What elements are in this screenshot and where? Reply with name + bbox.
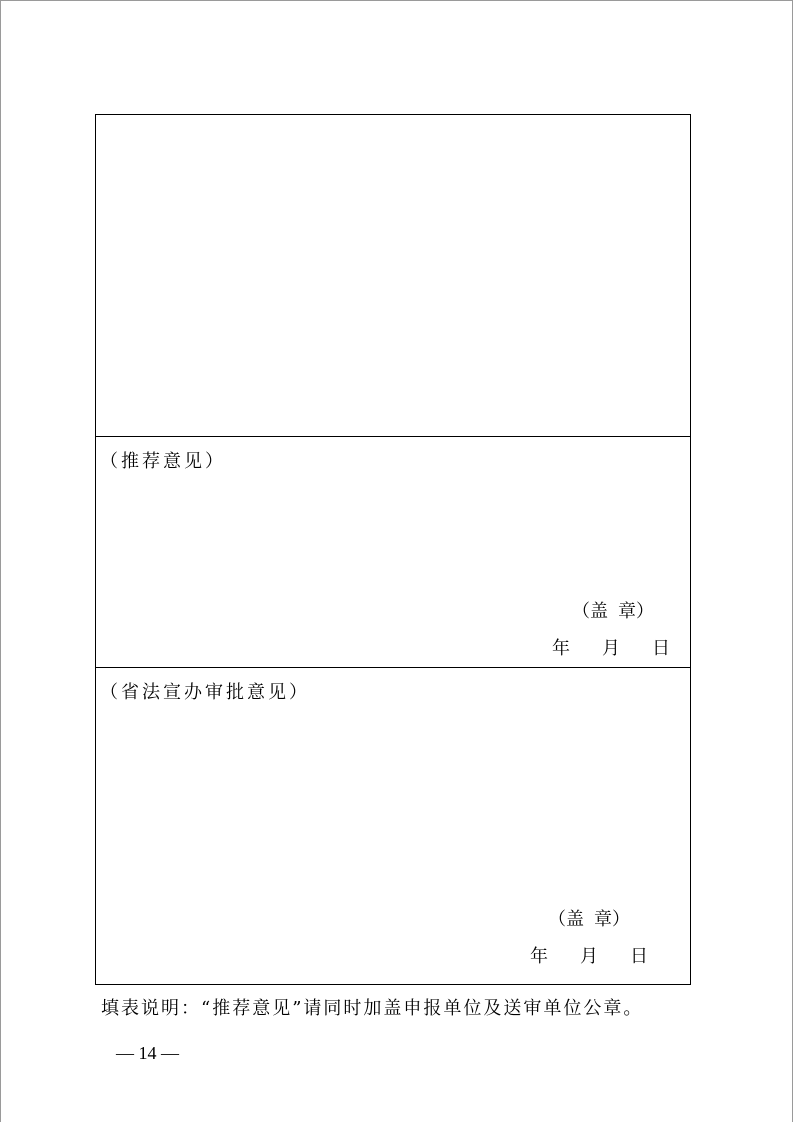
recommendation-cell[interactable] xyxy=(96,437,690,668)
approval-heading: （省法宣办审批意见） xyxy=(100,682,310,703)
approval-seal-label: （盖 章） xyxy=(548,909,630,930)
approval-cell[interactable] xyxy=(96,668,690,984)
form-instructions-note: 填表说明：“推荐意见”请同时加盖申报单位及送审单位公章。 xyxy=(101,998,644,1019)
recommendation-date-line: 年 月 日 xyxy=(552,638,670,659)
recommendation-heading: （推荐意见） xyxy=(100,451,226,472)
page-border-left xyxy=(0,0,1,1122)
approval-date-line: 年 月 日 xyxy=(530,946,648,967)
form-table xyxy=(95,114,691,985)
recommendation-seal-label: （盖 章） xyxy=(572,601,654,622)
page-number: — 14 — xyxy=(116,1043,179,1063)
blank-content-cell[interactable] xyxy=(96,115,690,437)
page-border-top xyxy=(0,0,793,1)
